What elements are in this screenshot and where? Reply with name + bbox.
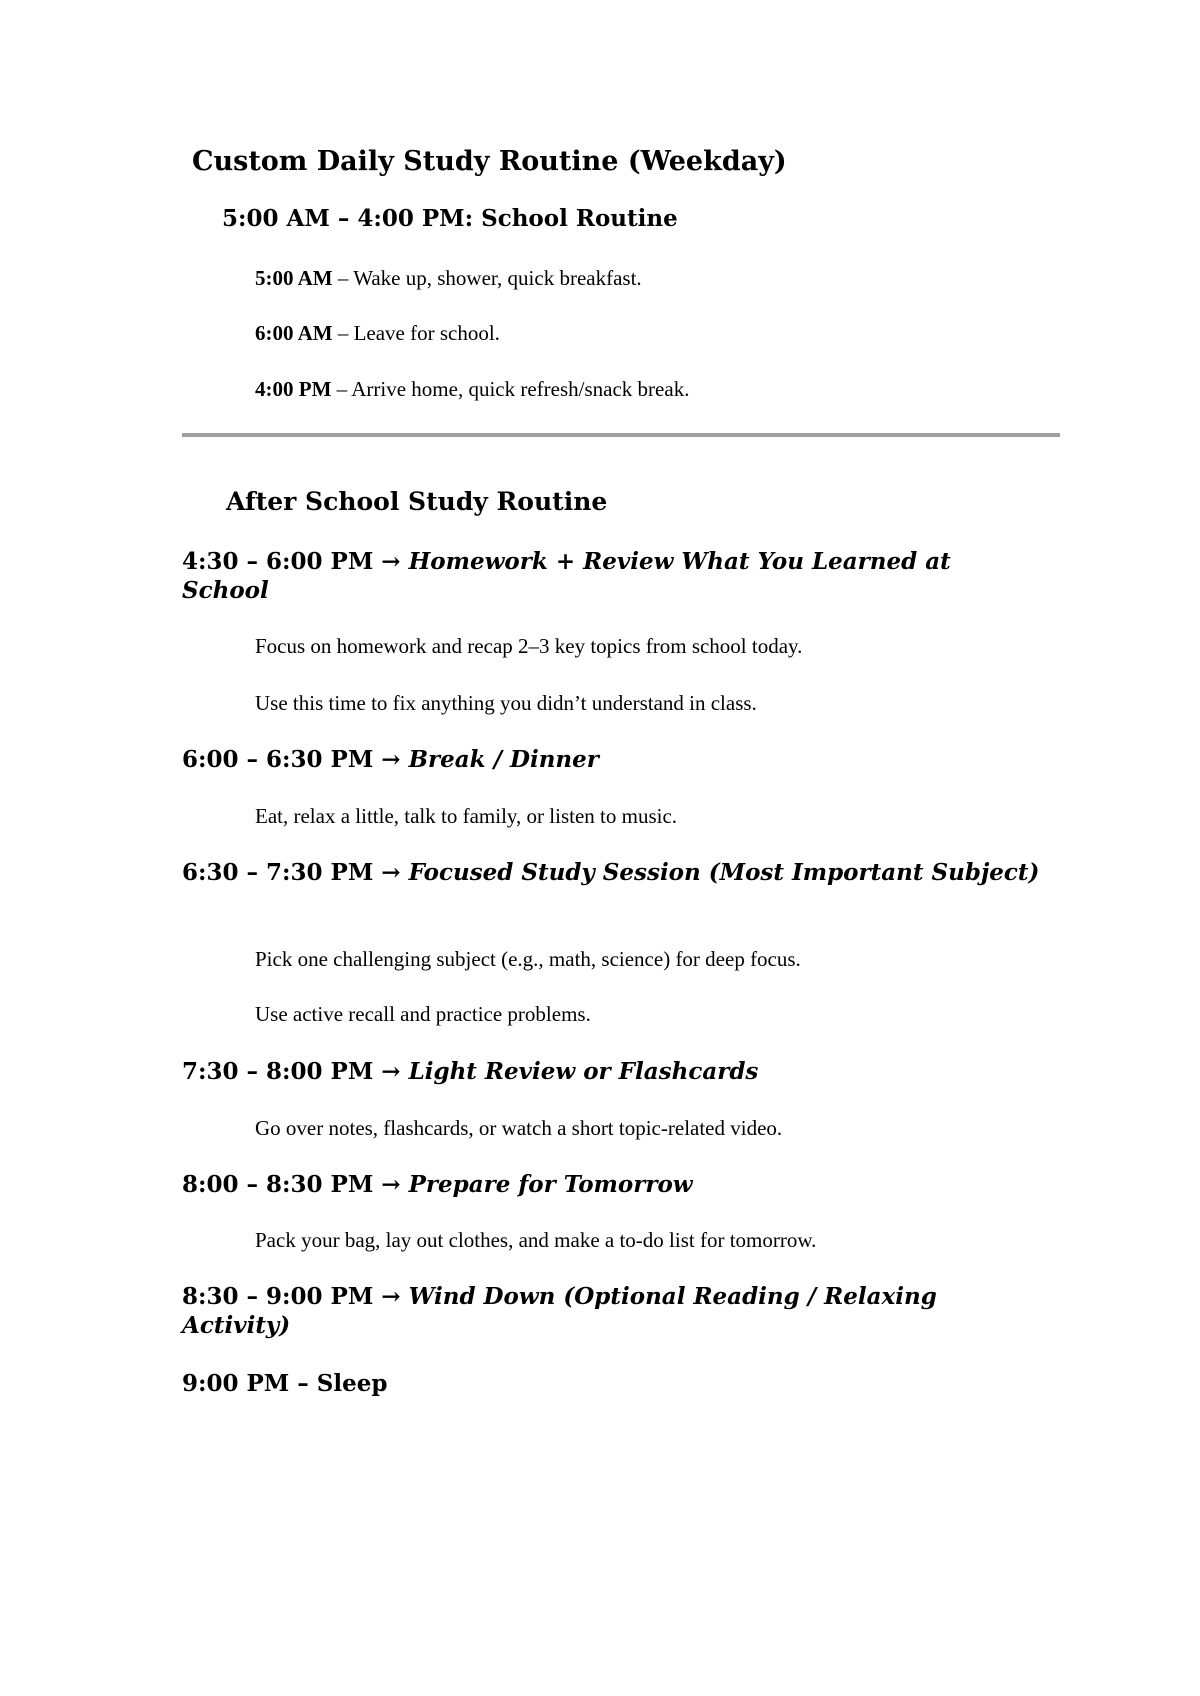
slot-activity: Prepare for Tomorrow [408,1171,693,1198]
horizontal-divider [182,433,1060,437]
time-slot [182,1170,1042,1199]
time-slot [182,745,1042,774]
after-school-heading: After School Study Routine [226,487,608,516]
school-item [255,377,689,402]
school-item-text: – Arrive home, quick refresh/snack break. [331,377,690,401]
slot-time: 8:00 – 8:30 PM → [182,1171,409,1198]
time-slot [182,858,1042,887]
slot-activity: Focused Study Session (Most Important Subject) [408,859,1040,886]
slot-time: 8:30 – 9:00 PM → [182,1283,409,1310]
school-item-text: – Leave for school. [332,321,500,345]
time-slot [182,1057,1042,1086]
school-item-text: – Wake up, shower, quick breakfast. [332,266,642,290]
slot-time: 9:00 PM – Sleep [182,1370,388,1397]
school-item-time: 5:00 AM [255,266,333,290]
school-item-time: 6:00 AM [255,321,333,345]
page-title: Custom Daily Study Routine (Weekday) [192,146,787,177]
slot-note: Use this time to fix anything you didn’t understand in class. [255,691,757,715]
slot-time: 6:30 – 7:30 PM → [182,859,409,886]
slot-note: Use active recall and practice problems. [255,1002,591,1026]
slot-time: 6:00 – 6:30 PM → [182,746,409,773]
slot-note: Focus on homework and recap 2–3 key topics from school today. [255,634,803,658]
slot-note: Pack your bag, lay out clothes, and make a to-do list for tomorrow. [255,1228,817,1252]
slot-time: 4:30 – 6:00 PM → [182,548,409,575]
time-slot [182,1282,1042,1340]
slot-note: Pick one challenging subject (e.g., math, science) for deep focus. [255,947,801,971]
slot-activity: Homework + Review What You Learned at School [182,548,951,604]
slot-activity: Break / Dinner [408,746,599,773]
slot-activity: Light Review or Flashcards [408,1058,759,1085]
school-item-time: 4:00 PM [255,377,332,401]
slot-activity: Wind Down (Optional Reading / Relaxing Activity) [182,1283,937,1339]
time-slot [182,547,1042,605]
time-slot-sleep [182,1369,1042,1398]
school-routine-heading: 5:00 AM – 4:00 PM: School Routine [222,205,678,232]
school-item [255,266,642,291]
slot-time: 7:30 – 8:00 PM → [182,1058,409,1085]
slot-note: Eat, relax a little, talk to family, or listen to music. [255,804,678,828]
school-item [255,321,500,346]
slot-note: Go over notes, flashcards, or watch a short topic-related video. [255,1116,783,1140]
